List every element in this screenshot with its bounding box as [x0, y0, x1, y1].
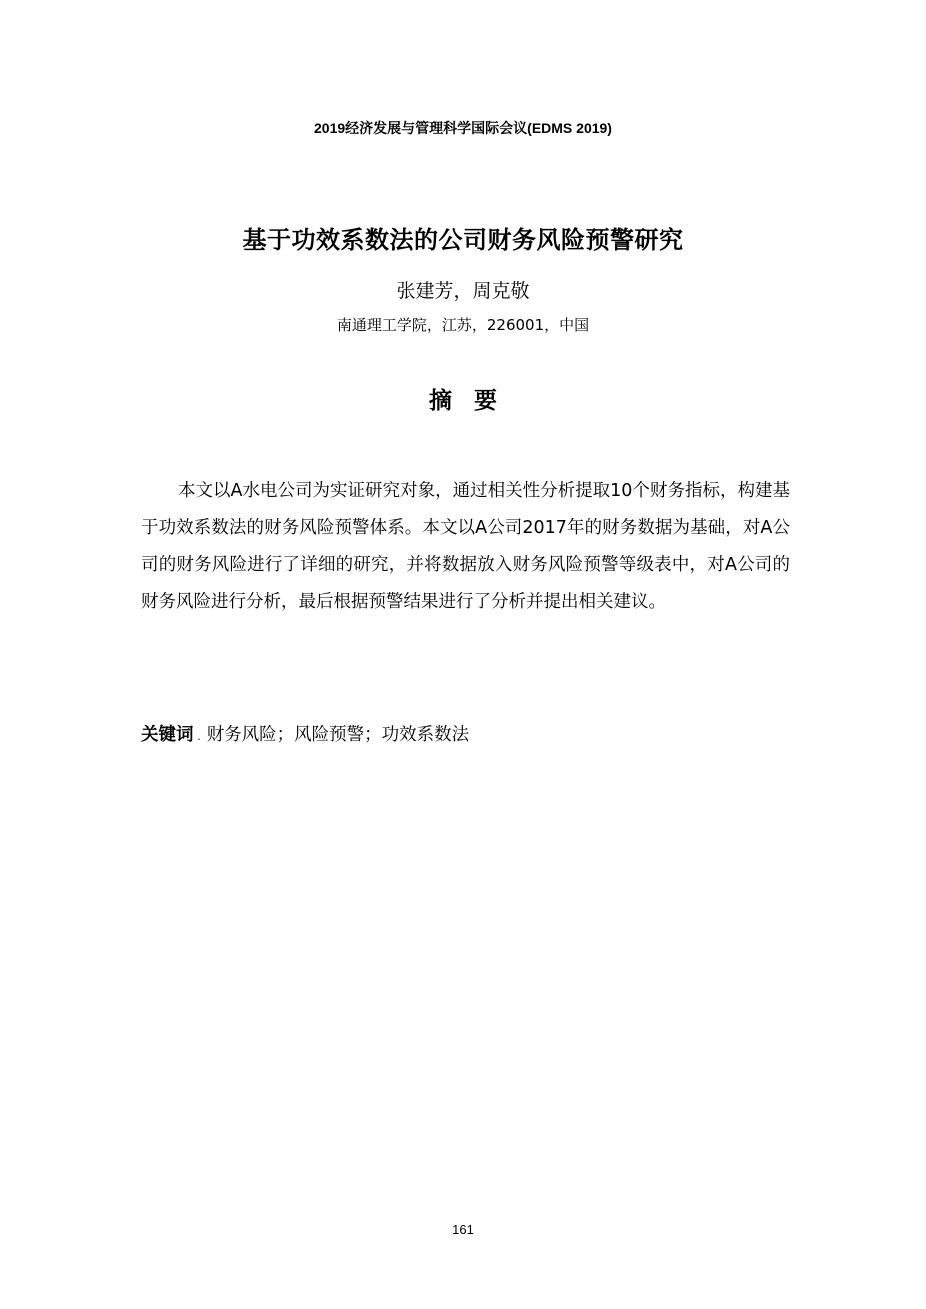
authors: 张建芳，周克敬	[396, 280, 530, 302]
page-number: 161	[452, 1222, 474, 1237]
keywords-separator: .	[197, 732, 201, 743]
conference-header: 2019经济发展与管理科学国际会议(EDMS 2019)	[314, 120, 612, 136]
abstract-heading: 摘要	[429, 388, 519, 414]
keywords-values: 财务风险；风险预警；功效系数法	[206, 725, 470, 745]
affiliation: 南通理工学院，江苏，226001，中国	[336, 316, 590, 334]
keywords	[141, 721, 790, 746]
keywords-label: 关键词	[141, 725, 194, 745]
abstract-body: 本文以A水电公司为实证研究对象，通过相关性分析提取10个财务指标，构建基于功效系数法的财务风险预警体系。本文以A公司2017年的财务数据为基础，对A公司的财务风险进行了详细的研究，并将数据放入财务风险预警等级表中，对A公司的财务风险进行分析，最后根据预警结果进行了分析并提出相关建议。	[141, 481, 790, 612]
paper-title: 基于功效系数法的公司财务风险预警研究	[242, 226, 684, 254]
